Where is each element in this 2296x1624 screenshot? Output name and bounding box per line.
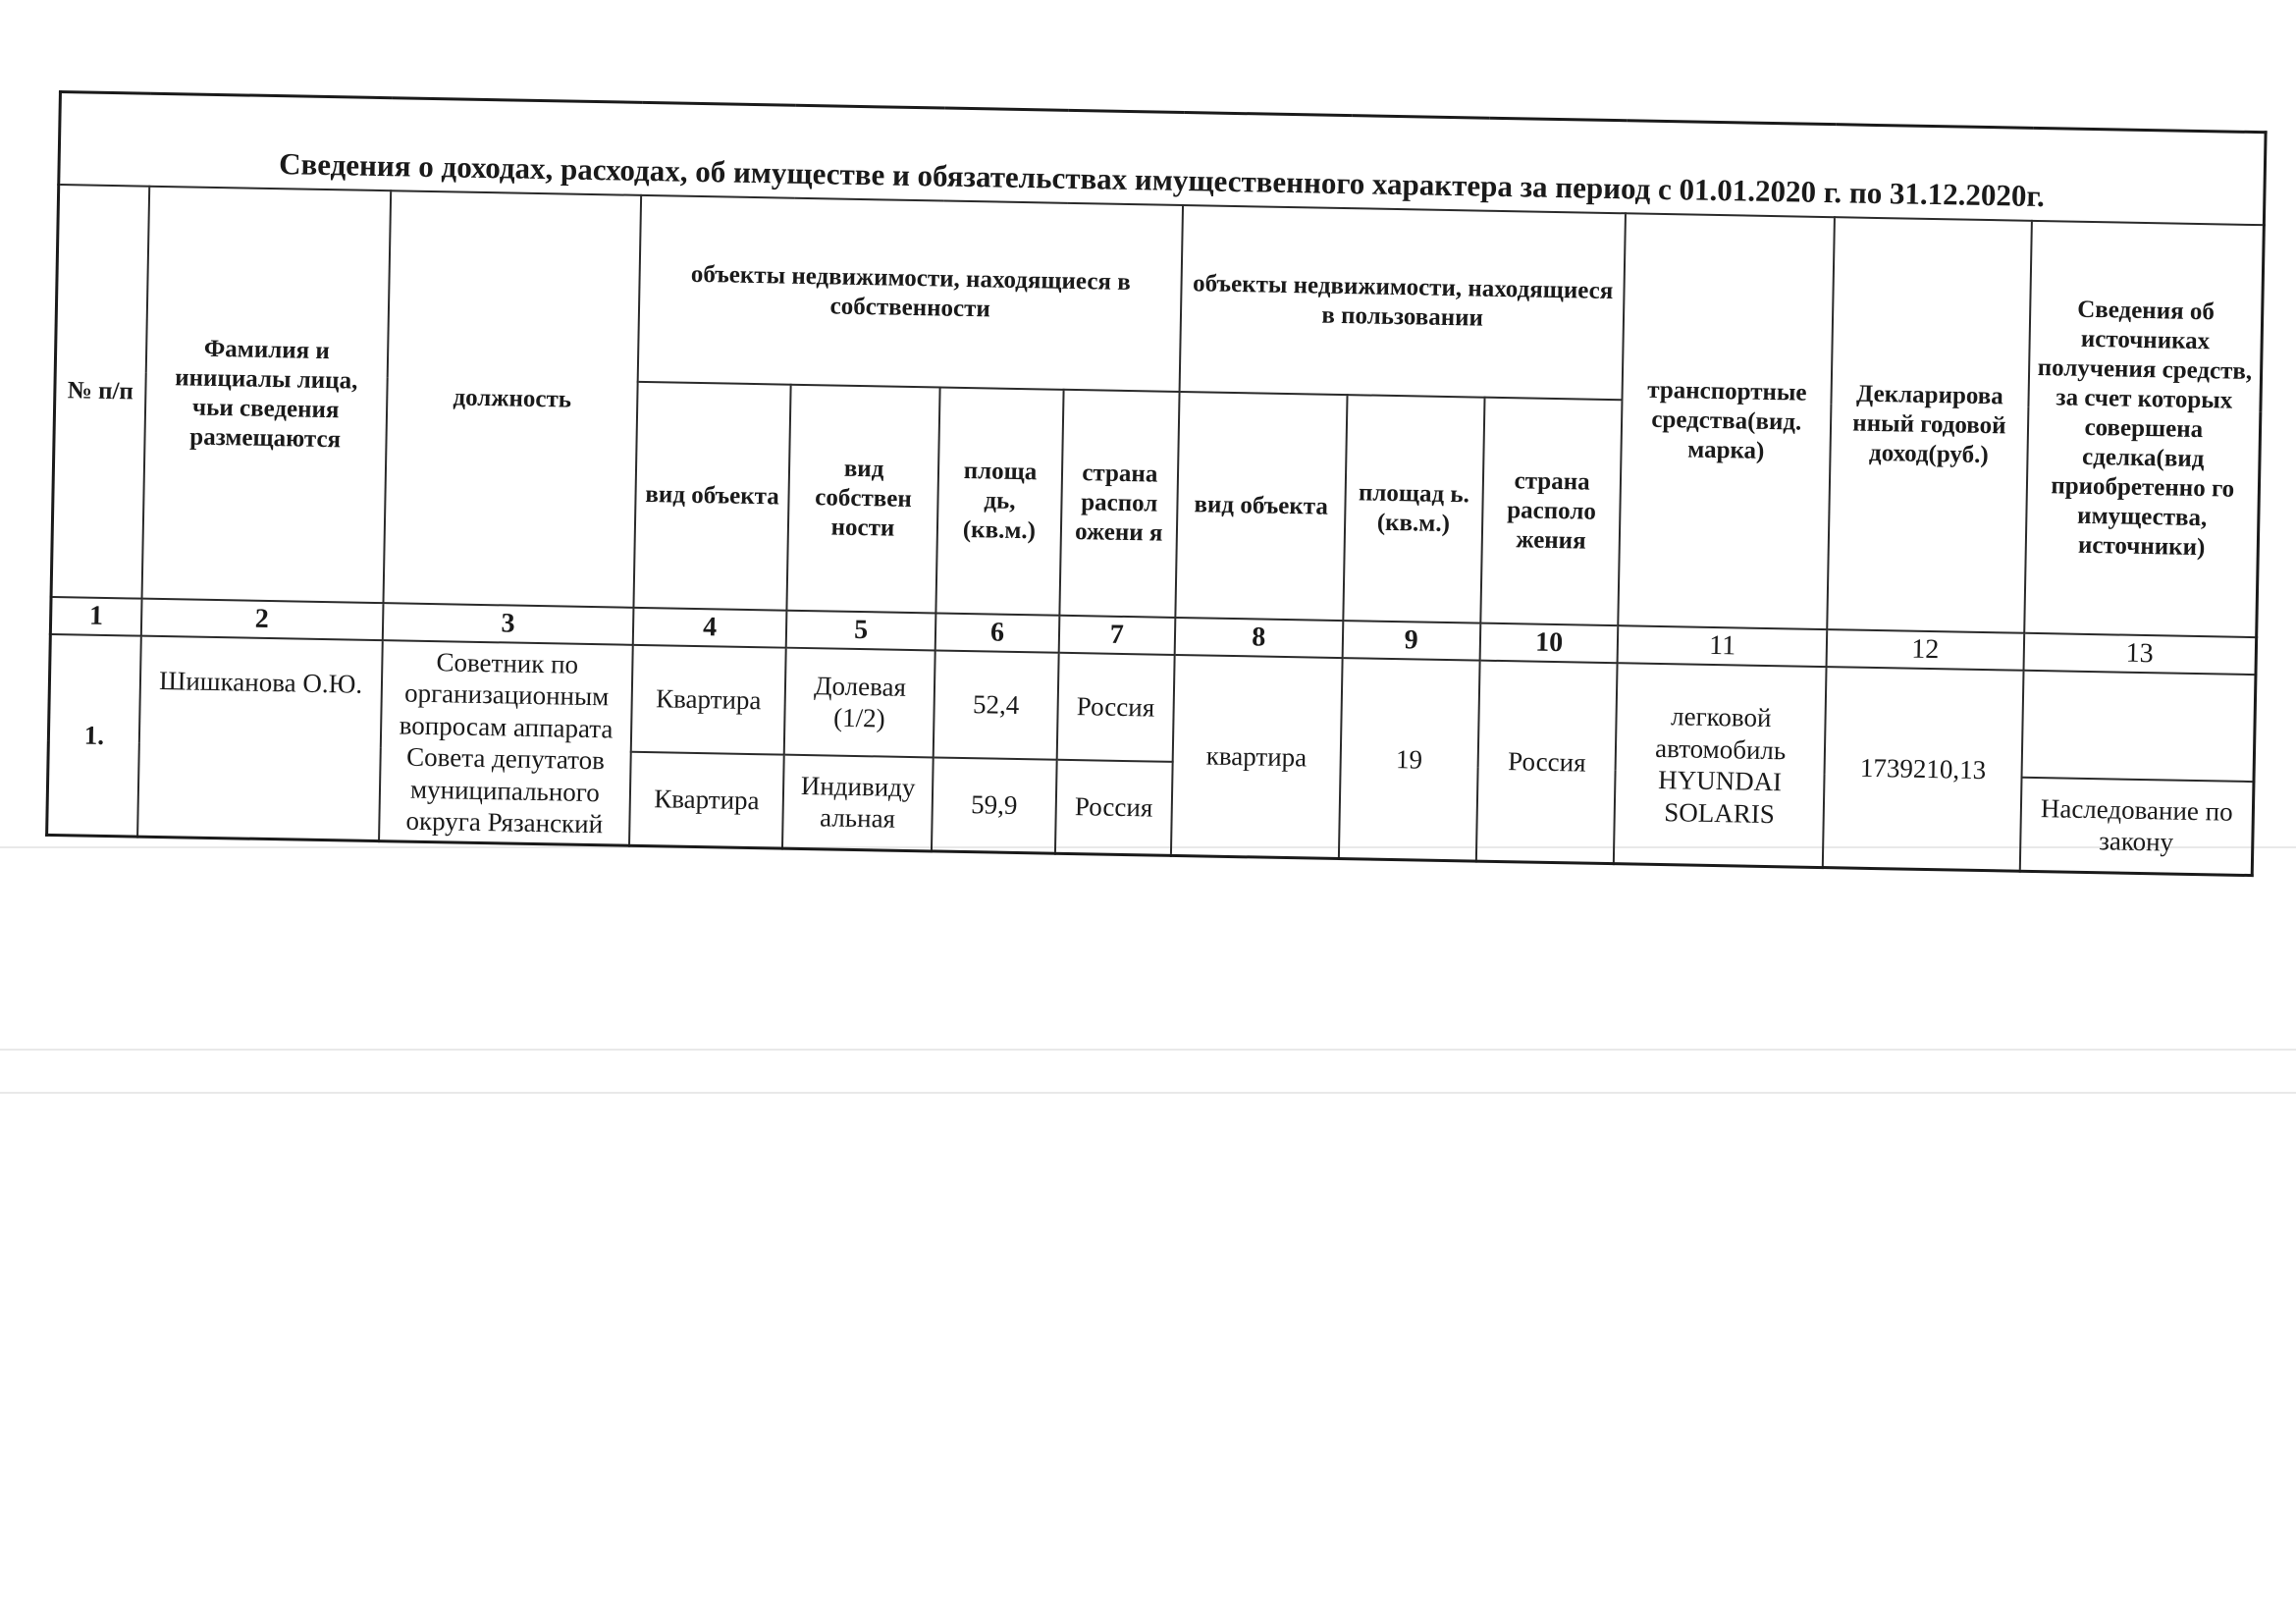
header-num: № п/п (51, 185, 149, 599)
column-number: 4 (633, 608, 786, 648)
declared-income: 1739210,13 (1823, 667, 2023, 871)
column-number: 10 (1480, 623, 1619, 664)
scan-artifact-line (0, 1049, 2296, 1051)
owned-area: 59,9 (932, 757, 1056, 854)
vehicle: легковой автомобиль HYUNDAI SOLARIS (1614, 663, 1826, 868)
column-number: 5 (786, 611, 936, 651)
person-position: Советник по организационным вопросам аппарата Совета депутатов муниципального округа Рязанский (379, 640, 633, 845)
declaration-table (45, 90, 2268, 877)
owned-country: Россия (1056, 653, 1174, 762)
column-number: 11 (1618, 625, 1827, 667)
header-owned-ownership: вид собствен ности (786, 385, 940, 614)
column-number: 8 (1175, 618, 1343, 658)
owned-country: Россия (1055, 759, 1173, 855)
header-vehicles: транспортные средства(вид. марка) (1619, 213, 1835, 629)
owned-area: 52,4 (934, 650, 1058, 759)
used-object-type: квартира (1171, 655, 1342, 859)
column-number: 1 (50, 597, 141, 636)
column-number: 2 (141, 599, 383, 640)
column-number: 7 (1058, 616, 1175, 655)
person-name: Шишканова О.Ю. (137, 636, 382, 841)
header-sources: Сведения об источниках получения средств, за счет которых совершена сделка(вид приобретенно го имущества, источники) (2024, 221, 2265, 637)
owned-object-type: Квартира (629, 751, 783, 848)
used-area: 19 (1338, 658, 1479, 861)
row-number: 1. (47, 634, 141, 838)
column-number: 3 (382, 603, 633, 645)
header-name: Фамилия и инициалы лица, чьи сведения размещаются (141, 187, 390, 603)
header-used-property: объекты недвижимости, находящиеся в пользовании (1180, 205, 1627, 400)
funds-source: Наследование по закону (2019, 777, 2254, 876)
scan-artifact-line (0, 1092, 2296, 1094)
used-country: Россия (1476, 661, 1618, 864)
document-title: Сведения о доходах, расходах, об имуществе и обязательствах имущественного характера за период с 01.01.2020 г. по 31.12.2020г. (59, 92, 2266, 226)
header-income: Декларирова нный годовой доход(руб.) (1827, 217, 2031, 633)
header-used-country: страна располо жения (1480, 398, 1623, 626)
header-owned-country: страна распол ожени я (1059, 390, 1180, 618)
column-number: 6 (935, 613, 1059, 652)
column-number: 12 (1827, 629, 2024, 671)
owned-object-type: Квартира (631, 645, 785, 754)
column-number: 9 (1342, 621, 1480, 661)
column-number: 13 (2023, 633, 2257, 675)
header-owned-area: площа дь, (кв.м.) (936, 388, 1064, 616)
header-owned-property: объекты недвижимости, находящиеся в собственности (638, 195, 1183, 392)
owned-ownership-type: Долевая (1/2) (784, 648, 935, 757)
header-position: должность (383, 190, 641, 608)
declaration-sheet (45, 90, 2268, 906)
funds-source (2021, 671, 2256, 782)
owned-ownership-type: Индивиду альная (782, 754, 934, 851)
header-used-area: площад ь. (кв.м.) (1343, 395, 1485, 623)
header-owned-type: вид объекта (634, 382, 791, 611)
header-used-type: вид объекта (1175, 392, 1347, 621)
